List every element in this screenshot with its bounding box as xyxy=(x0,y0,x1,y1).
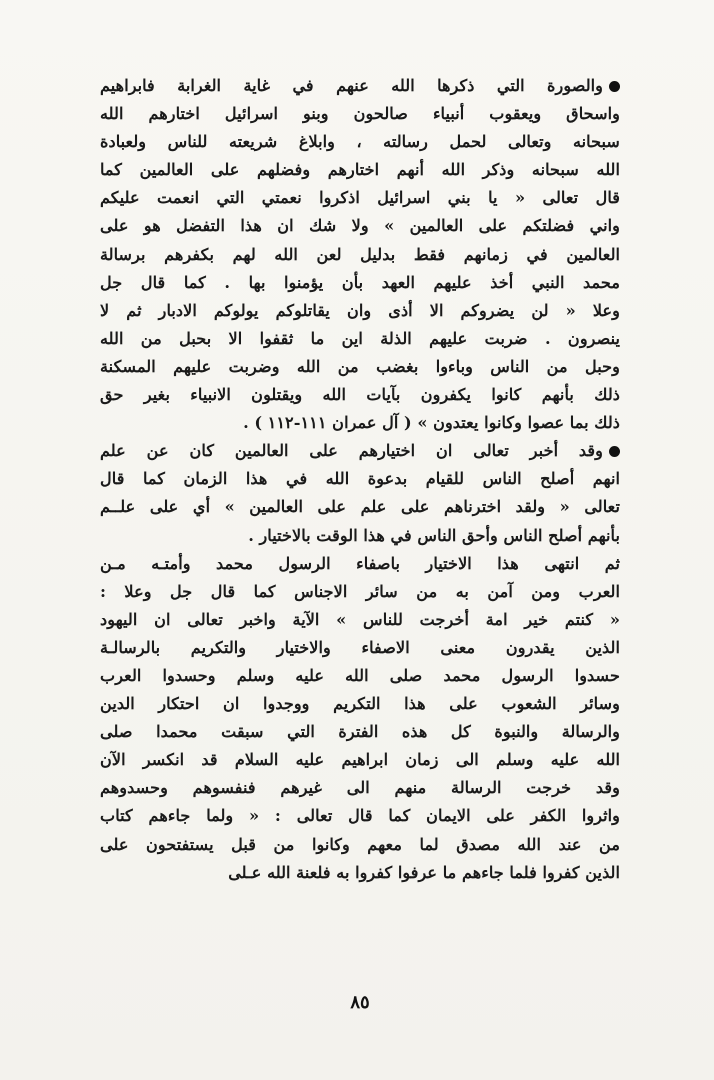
text-line xyxy=(100,550,620,578)
line-text: العرب ومن آمن به من سائر الاجناس كما قال جل وعلا : xyxy=(100,581,620,601)
text-line xyxy=(100,325,620,353)
line-text: تعالى « ولقد اخترناهم على علم على العالمين » أي على علــم xyxy=(100,497,620,517)
line-text: وعلا « لن يضروكم الا أذى وان يقاتلوكم يولوكم الادبار ثم لا xyxy=(100,300,620,320)
line-text: انهم أصلح الناس للقيام بدعوة الله في هذا الزمان كما قال xyxy=(100,469,620,489)
line-text: وحبل من الناس وباءوا بغضب من الله وضربت عليهم المسكنة xyxy=(100,356,620,376)
line-text: محمد النبي أخذ عليهم العهد بأن يؤمنوا بها . كما قال جل xyxy=(100,272,620,292)
text-line xyxy=(100,690,620,718)
line-text: قال تعالى « يا بني اسرائيل اذكروا نعمتي التي انعمت عليكم xyxy=(100,188,620,208)
text-line xyxy=(100,662,620,690)
text-line xyxy=(100,241,620,269)
line-text: الله عليه وسلم الى زمان ابراهيم عليه السلام قد انكسر الآن xyxy=(100,750,620,770)
text-line xyxy=(100,746,620,774)
text-line xyxy=(100,381,620,409)
line-text: واسحاق ويعقوب أنبياء صالحون وبنو اسرائيل اختارهم الله xyxy=(100,104,620,124)
line-text: والصورة التي ذكرها الله عنهم في غاية الغرابة فابراهيم xyxy=(100,76,603,95)
line-text: العالمين في زمانهم فقط بدليل لعن الله لهم بكفرهم برسالة xyxy=(100,244,620,264)
line-text: الله سبحانه وذكر الله أنهم اختارهم وفضلهم على العالمين كما xyxy=(100,160,620,180)
text-line xyxy=(100,774,620,802)
text-line xyxy=(100,718,620,746)
line-text: « كنتم خير امة أخرجت للناس » الآية واخبر تعالى ان اليهود xyxy=(100,609,620,629)
text-line xyxy=(100,212,620,240)
text-line xyxy=(100,269,620,297)
line-text: ذلك بأنهم كانوا يكفرون بآيات الله ويقتلون الانبياء بغير حق xyxy=(100,385,620,405)
line-text: ثم انتهى هذا الاختيار باصفاء الرسول محمد وأمتـه مـن xyxy=(100,553,620,573)
text-line xyxy=(100,72,620,100)
text-line xyxy=(100,493,620,521)
text-line xyxy=(100,297,620,325)
line-text: وقد أخبر تعالى ان اختيارهم على العالمين كان عن علم xyxy=(100,441,603,461)
line-text: ينصرون . ضربت عليهم الذلة اين ما ثقفوا الا بحبل من الله xyxy=(100,328,620,348)
text-line xyxy=(100,409,620,437)
line-text: ذلك بما عصوا وكانوا يعتدون » ( آل عمران ١١١-١١٢ ) . xyxy=(243,413,620,433)
bullet-icon xyxy=(609,446,620,457)
bullet-icon xyxy=(609,81,620,92)
text-line xyxy=(100,156,620,184)
text-line xyxy=(100,465,620,493)
text-line xyxy=(100,606,620,634)
line-text: حسدوا الرسول محمد صلى الله عليه وسلم وحسدوا العرب xyxy=(100,665,620,685)
text-line xyxy=(100,184,620,212)
text-line xyxy=(100,831,620,859)
line-text: بأنهم أصلح الناس وأحق الناس في هذا الوقت بالاختيار . xyxy=(248,525,620,545)
text-line xyxy=(100,634,620,662)
page-number: ٨٥ xyxy=(350,992,370,1013)
line-text: الذين كفروا فلما جاءهم ما عرفوا كفروا به فلعنة الله عـلى xyxy=(228,862,620,882)
line-text: واثروا الكفر على الايمان كما قال تعالى : « ولما جاءهم كتاب xyxy=(100,806,620,826)
line-text: سبحانه وتعالى لحمل رسالته ، وابلاغ شريعته للناس ولعبادة xyxy=(100,132,620,152)
body-text xyxy=(100,72,620,887)
paragraph xyxy=(100,72,620,437)
text-line xyxy=(100,578,620,606)
text-line xyxy=(100,100,620,128)
text-line xyxy=(100,128,620,156)
text-line xyxy=(100,353,620,381)
line-text: وسائر الشعوب على هذا التكريم ووجدوا ان احتكار الدين xyxy=(100,694,620,714)
line-text: واني فضلتكم على العالمين » ولا شك ان هذا التفضل هو على xyxy=(100,216,620,236)
line-text: الذين يقدرون معنى الاصفاء والاختيار والتكريم بالرسالـة xyxy=(100,637,620,657)
line-text: من عند الله مصدق لما معهم وكانوا من قبل يستفتحون على xyxy=(100,834,620,854)
paragraph xyxy=(100,437,620,549)
text-line xyxy=(100,437,620,465)
line-text: وقد خرجت الرسالة منهم الى غيرهم فنفسوهم وحسدوهم xyxy=(100,778,620,798)
text-line xyxy=(100,859,620,887)
paragraph xyxy=(100,550,620,887)
text-line xyxy=(100,522,620,550)
text-line xyxy=(100,802,620,830)
line-text: والرسالة والنبوة كل هذه الفترة التي سبقت محمدا صلى xyxy=(100,722,620,742)
